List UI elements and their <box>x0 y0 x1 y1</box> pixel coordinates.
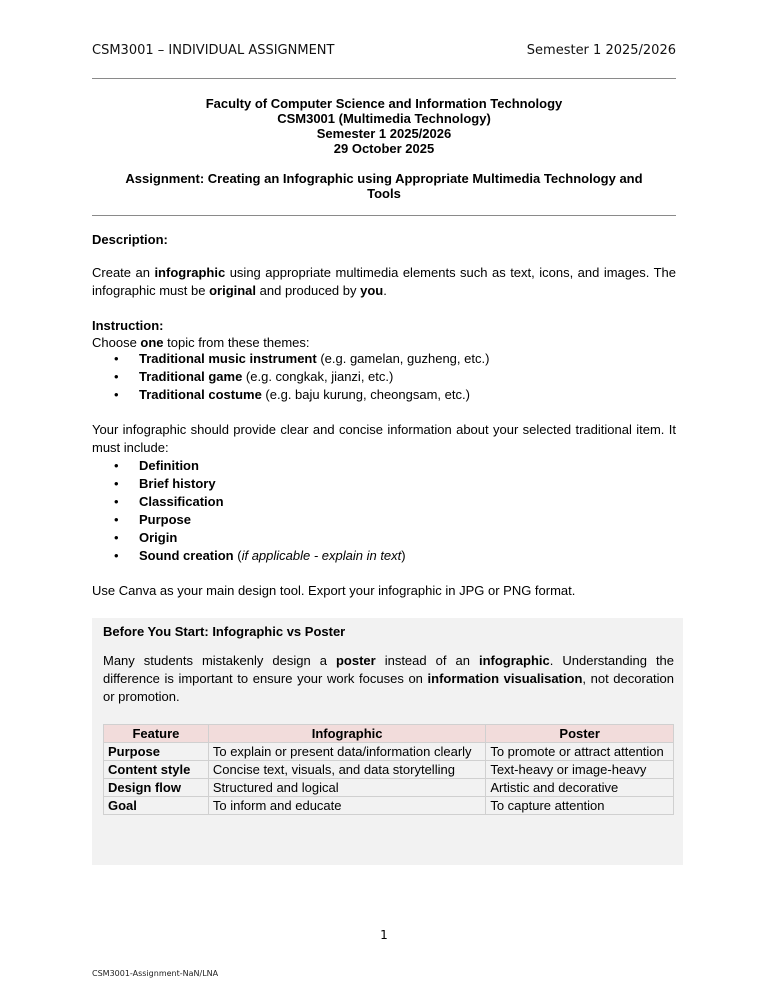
faculty-title: Faculty of Computer Science and Information Technology <box>205 96 563 111</box>
infographic-cell: To inform and educate <box>208 797 485 815</box>
theme-name: Traditional music instrument <box>139 351 317 366</box>
requirement-label: Sound creation <box>139 548 234 563</box>
requirement-label: Definition <box>139 458 199 473</box>
feature-cell: Content style <box>104 761 209 779</box>
header-semester-label: Semester 1 2025/2026 <box>526 43 676 58</box>
box-text-1: Many students mistakenly design a <box>103 653 336 668</box>
instruction-heading: Instruction: <box>92 318 164 333</box>
infographic-cell: Concise text, visuals, and data storytelling <box>208 761 485 779</box>
requirement-item <box>92 493 406 511</box>
table-row <box>104 743 674 761</box>
box-text-3: . Understanding the difference is important to ensure your work focuses on <box>103 653 675 686</box>
infographic-cell: To explain or present data/information clearly <box>208 743 485 761</box>
page-footer: CSM3001-Assignment-NaN/LNA <box>92 969 219 978</box>
assignment-title-line2: Tools <box>367 186 401 201</box>
description-text-4: . <box>383 283 387 298</box>
feature-cell: Purpose <box>104 743 209 761</box>
poster-cell: To promote or attract attention <box>486 743 674 761</box>
box-text-4: , not decoration or promotion. <box>103 671 675 704</box>
header-divider <box>92 78 676 79</box>
theme-examples: (e.g. gamelan, guzheng, etc.) <box>316 351 490 366</box>
choose-text-pre: Choose <box>92 335 141 350</box>
requirement-label: Classification <box>139 494 224 509</box>
requirement-item <box>92 457 406 475</box>
requirements-intro: Your infographic should provide clear and concise information about your selected traditional item. It must include: <box>92 422 676 455</box>
requirement-paren-close: ) <box>401 548 406 563</box>
choose-bold-one: one <box>140 335 164 350</box>
description-text-1: Create an <box>92 265 155 280</box>
theme-name: Traditional game <box>139 369 243 384</box>
theme-name: Traditional costume <box>139 387 262 402</box>
box-bold-poster: poster <box>335 653 376 668</box>
header-course-label: CSM3001 – INDIVIDUAL ASSIGNMENT <box>92 43 335 58</box>
description-bold-you: you <box>360 283 384 298</box>
semester-title: Semester 1 2025/2026 <box>316 126 452 141</box>
table-row <box>104 761 674 779</box>
page-number: 1 <box>380 928 388 942</box>
assignment-title-line1: Assignment: Creating an Infographic using Appropriate Multimedia Technology and <box>125 171 643 186</box>
feature-cell: Design flow <box>104 779 209 797</box>
themes-list <box>92 350 489 404</box>
description-paragraph <box>92 264 676 300</box>
box-paragraph <box>103 652 674 706</box>
infographic-cell: Structured and logical <box>208 779 485 797</box>
box-title: Before You Start: Infographic vs Poster <box>103 624 346 639</box>
description-bold-infographic: infographic <box>154 265 226 280</box>
header-cell-feature: Feature <box>104 725 209 743</box>
assignment-title <box>92 171 676 201</box>
description-text-2: using appropriate multimedia elements such as text, icons, and images. The infographic must be <box>92 265 676 298</box>
header-cell-infographic: Infographic <box>208 725 485 743</box>
poster-cell: To capture attention <box>486 797 674 815</box>
description-text-3: and produced by <box>256 283 361 298</box>
course-title: CSM3001 (Multimedia Technology) <box>277 111 491 126</box>
theme-examples: (e.g. congkak, jianzi, etc.) <box>242 369 394 384</box>
theme-item <box>92 368 489 386</box>
theme-item <box>92 350 489 368</box>
requirement-note: if applicable - explain in text <box>241 548 402 563</box>
theme-examples: (e.g. baju kurung, cheongsam, etc.) <box>261 387 470 402</box>
infographic-vs-poster-box <box>92 618 683 865</box>
date-title: 29 October 2025 <box>333 141 435 156</box>
table-row <box>104 779 674 797</box>
requirement-label: Origin <box>139 530 178 545</box>
feature-cell: Goal <box>104 797 209 815</box>
description-heading: Description: <box>92 232 168 247</box>
page-header <box>92 43 676 63</box>
box-text-2: instead of an <box>375 653 479 668</box>
theme-item <box>92 386 489 404</box>
table-row <box>104 797 674 815</box>
tool-note: Use Canva as your main design tool. Export your infographic in JPG or PNG format. <box>92 583 576 598</box>
header-cell-poster: Poster <box>486 725 674 743</box>
description-bold-original: original <box>209 283 257 298</box>
requirement-item <box>92 475 406 493</box>
requirement-paren-open: ( <box>233 548 242 563</box>
requirement-label: Purpose <box>139 512 192 527</box>
requirement-item <box>92 511 406 529</box>
requirement-label: Brief history <box>139 476 216 491</box>
box-bold-infographic: infographic <box>478 653 550 668</box>
poster-cell: Text-heavy or image-heavy <box>486 761 674 779</box>
requirements-list <box>92 457 406 565</box>
requirement-item <box>92 529 406 547</box>
choose-text-post: topic from these themes: <box>163 335 310 350</box>
box-bold-visualisation: information visualisation <box>427 671 583 686</box>
table-header-row <box>104 725 674 743</box>
requirement-item <box>92 547 406 565</box>
title-divider <box>92 215 676 216</box>
comparison-table <box>103 724 674 815</box>
poster-cell: Artistic and decorative <box>486 779 674 797</box>
